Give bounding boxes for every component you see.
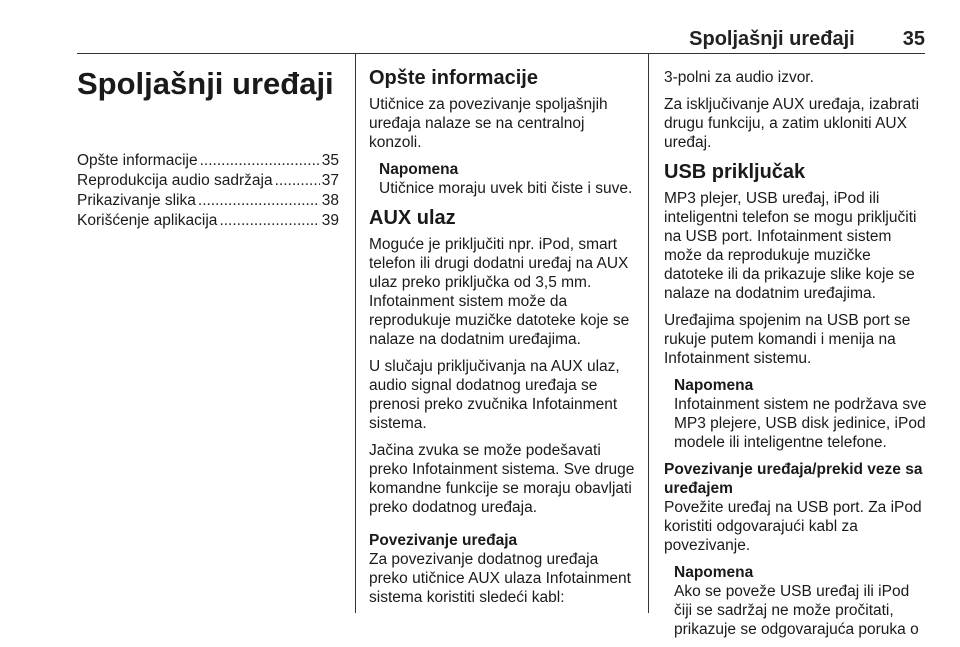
section-heading-aux: AUX ulaz [369, 207, 456, 229]
running-header [77, 28, 925, 51]
chapter-title: Spoljašnji uređaji [77, 66, 334, 101]
toc-leader [198, 191, 320, 210]
aux-paragraph-3: Jačina zvuka se može podešavati preko Infotainment sistema. Sve druge komandne funkcije se moraju obavljati preko dodatnog uređaja. [369, 442, 635, 516]
note-title: Napomena [674, 377, 754, 394]
note-text: Utičnice moraju uvek biti čiste i suve. [379, 180, 633, 197]
section-heading-general: Opšte informacije [369, 67, 538, 89]
note-box [369, 160, 635, 198]
toc-page: 35 [321, 152, 339, 169]
note-box [664, 563, 928, 639]
note-text: Infotainment sistem ne podržava sve MP3 plejere, USB disk jedinice, iPod modele ili inteligentne telefone. [674, 396, 927, 451]
aux-paragraph-1: Moguće je priključiti npr. iPod, smart telefon ili drugi dodatni uređaj na AUX ulaz preko priključka od 3,5 mm. Infotainment sistem može da reprodukuje muzičke datoteke koje se nalaze na dodatnim uređajima. [369, 236, 630, 348]
header-title: Spoljašnji uređaji [689, 28, 855, 50]
column-divider-1 [355, 53, 356, 613]
header-rule [77, 53, 925, 54]
column-usb [664, 58, 928, 647]
toc-page: 39 [321, 212, 339, 229]
toc-page: 38 [321, 192, 339, 209]
continued-paragraph: 3-polni za audio izvor. [664, 69, 814, 86]
toc-entry[interactable] [77, 211, 339, 230]
column-divider-2 [648, 53, 649, 613]
note-title: Napomena [379, 161, 459, 178]
usb-paragraph-1: MP3 plejer, USB uređaj, iPod ili inteligentni telefon se mogu priključiti na USB port. Infotainment sistem može da reprodukuje muzičke datoteke ili da prikazuje slike koje se nalaze na dodatnim uređajima. [664, 190, 917, 302]
note-title: Napomena [674, 564, 754, 581]
toc-entry[interactable] [77, 171, 339, 190]
column-general-info [369, 58, 635, 615]
connect-paragraph: Za povezivanje dodatnog uređaja preko utičnice AUX ulaza Infotainment sistema koristiti sledeći kabl: [369, 551, 631, 606]
toc-leader [219, 211, 319, 230]
note-box [664, 376, 928, 452]
toc-entry[interactable] [77, 191, 339, 210]
column-toc [77, 58, 339, 231]
usb-paragraph-2: Uređajima spojenim na USB port se rukuje putem komandi i menija na Infotainment sistemu. [664, 312, 911, 367]
toc-leader [275, 171, 320, 190]
section-heading-usb: USB priključak [664, 161, 806, 183]
subheading-connect-disconnect: Povezivanje uređaja/prekid veze sa uređajem [664, 461, 923, 497]
header-page-number: 35 [902, 28, 925, 50]
toc-label: Opšte informacije [77, 152, 198, 169]
toc-label: Reprodukcija audio sadržaja [77, 172, 273, 189]
toc-leader [200, 151, 320, 170]
toc-page: 37 [321, 172, 339, 189]
note-text: Ako se poveže USB uređaj ili iPod čiji se sadržaj ne može pročitati, prikazuje se odgovarajuća poruka o [674, 583, 919, 638]
aux-paragraph-2: U slučaju priključivanja na AUX ulaz, audio signal dodatnog uređaja se prenosi preko zvučnika Infotainment sistema. [369, 358, 620, 432]
toc-entry[interactable] [77, 151, 339, 170]
toc-label: Prikazivanje slika [77, 192, 196, 209]
connect-paragraph: Povežite uređaj na USB port. Za iPod koristiti odgovarajući kabl za povezivanje. [664, 499, 922, 554]
disconnect-paragraph: Za isključivanje AUX uređaja, izabrati drugu funkciju, a zatim ukloniti AUX uređaj. [664, 96, 920, 151]
toc-label: Korišćenje aplikacija [77, 212, 218, 229]
subheading-connect: Povezivanje uređaja [369, 532, 518, 549]
intro-paragraph: Utičnice za povezivanje spoljašnjih uređaja nalaze se na centralnoj konzoli. [369, 96, 608, 151]
